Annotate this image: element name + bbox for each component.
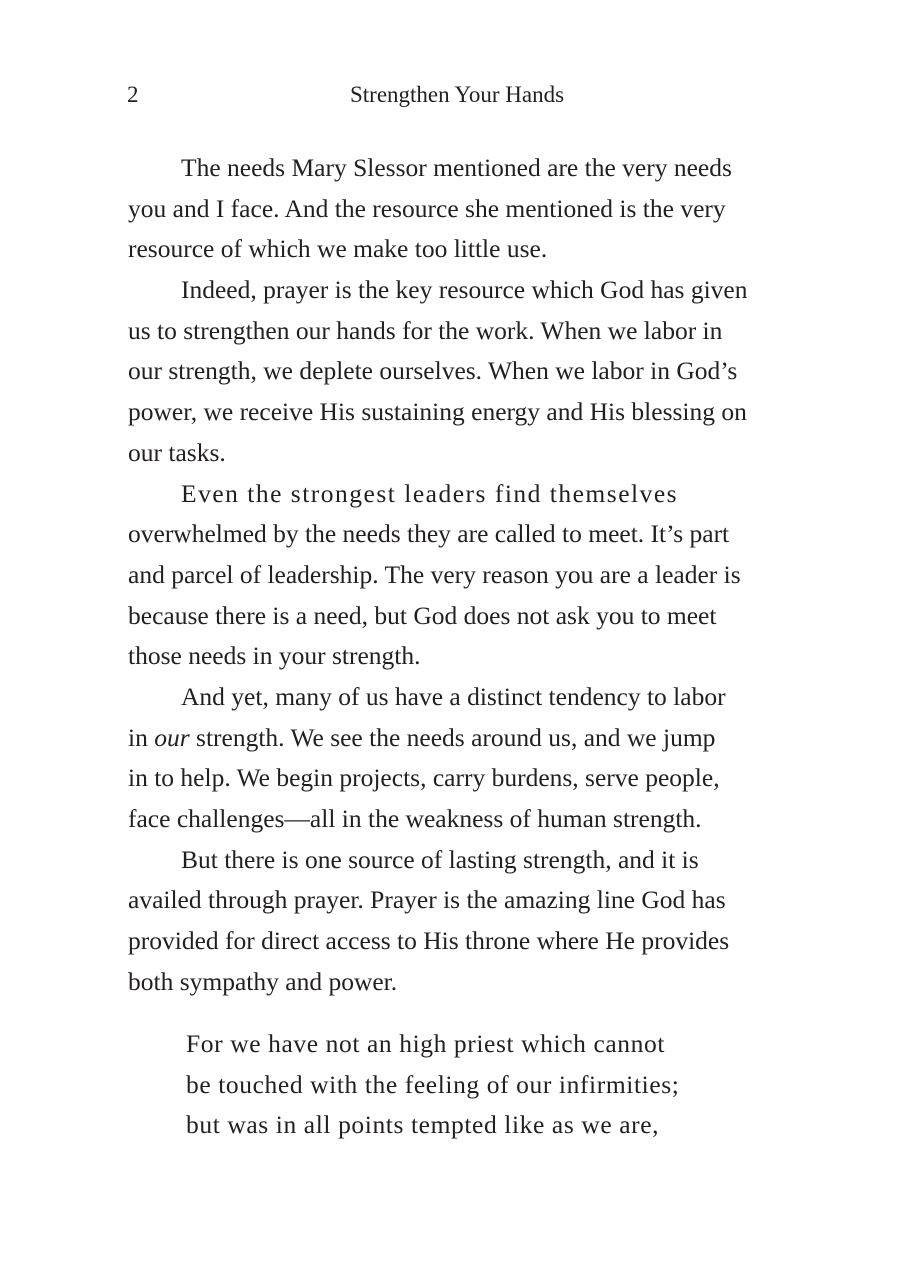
paragraph-3-line-4: because there is a need, but God does not ask you to meet — [128, 600, 717, 630]
paragraph-1-line-1: The needs Mary Slessor mentioned are the very needs — [181, 153, 732, 182]
paragraph-3-line-3: and parcel of leadership. The very reason you are a leader is — [128, 559, 741, 589]
emphasis-our: our — [154, 722, 190, 752]
paragraph-1-line-2: you and I face. And the resource she mentioned is the very — [128, 193, 726, 223]
paragraph-3-line-2: overwhelmed by the needs they are called to meet. It’s part — [128, 519, 730, 549]
running-head — [0, 80, 914, 110]
paragraph-2-line-3: our strength, we deplete ourselves. When we labor in God’s — [128, 356, 738, 386]
paragraph-4-line-3: in to help. We begin projects, carry burdens, serve people, — [128, 763, 720, 793]
blockquote-line-3: but was in all points tempted like as we are, — [186, 1110, 660, 1140]
paragraph-5-line-2: availed through prayer. Prayer is the amazing line God has — [128, 885, 726, 915]
paragraph-4-line-2 — [128, 718, 786, 759]
paragraph-4-line-2-rest: strength. We see the needs around us, and we jump — [196, 722, 716, 752]
running-head-title: Strengthen Your Hands — [349, 82, 565, 107]
paragraph-1-line-3: resource of which we make too little use. — [128, 234, 548, 264]
paragraph-2-line-4: power, we receive His sustaining energy and His blessing on — [128, 397, 747, 427]
paragraph-2-line-5: our tasks. — [128, 437, 226, 467]
paragraph-5-line-1: But there is one source of lasting strength, and it is — [181, 844, 699, 874]
blockquote-line-1: For we have not an high priest which cannot — [186, 1029, 666, 1058]
page-number: 2 — [127, 82, 139, 107]
paragraph-2-line-2: us to strengthen our hands for the work. When we labor in — [128, 315, 723, 345]
paragraph-4-line-2-start: in — [128, 722, 148, 752]
paragraph-4-line-4: face challenges—all in the weakness of human strength. — [128, 804, 702, 833]
paragraph-2-line-1: Indeed, prayer is the key resource which God has given — [181, 275, 748, 305]
body-text — [128, 148, 786, 1002]
paragraph-3-line-1: Even the strongest leaders find themselves — [181, 478, 679, 508]
paragraph-3-line-5: those needs in your strength. — [128, 641, 421, 671]
scripture-blockquote — [186, 1024, 730, 1146]
paragraph-5-line-3: provided for direct access to His throne where He provides — [128, 926, 730, 956]
blockquote-line-2: be touched with the feeling of our infirmities; — [186, 1069, 680, 1099]
paragraph-5-line-4: both sympathy and power. — [128, 966, 398, 996]
paragraph-4-line-1: And yet, many of us have a distinct tendency to labor — [181, 681, 726, 711]
